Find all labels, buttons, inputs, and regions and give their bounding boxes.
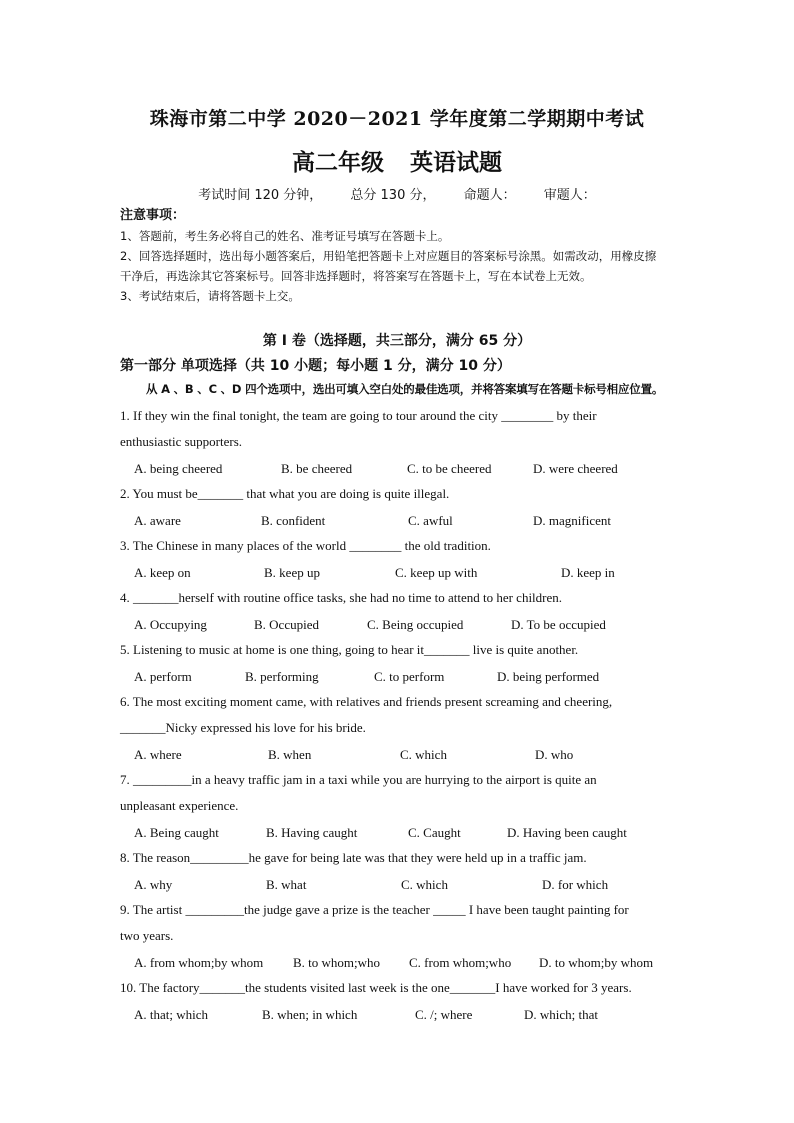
- option-a: A. being cheered: [134, 461, 223, 476]
- exam-total: 总分 130 分，: [350, 188, 436, 203]
- option-b: B. what: [266, 877, 307, 892]
- option-b: B. when: [268, 747, 312, 762]
- exam-title: 珠海市第二中学 2020－2021 学年度第二学期期中考试: [149, 108, 645, 130]
- question-text: 2. You must be_______ that what you are doing is quite illegal.: [120, 486, 450, 501]
- exam-time: 考试时间 120 分钟，: [198, 188, 323, 203]
- directions: 从 A 、B 、C 、D 四个选项中，选出可填入空白处的最佳选项，并将答案填写在答题卡标号相应位置。: [146, 382, 664, 396]
- option-d: D. which; that: [524, 1007, 599, 1022]
- option-b: B. keep up: [264, 565, 320, 580]
- question-text: 6. The most exciting moment came, with relatives and friends present screaming and cheering,: [120, 694, 613, 709]
- question-8: [120, 845, 680, 871]
- option-c: C. Caught: [408, 825, 461, 840]
- option-c: C. /; where: [415, 1007, 473, 1022]
- question-4: [120, 585, 680, 611]
- option-a: A. where: [134, 747, 182, 762]
- option-b: B. be cheered: [281, 461, 353, 476]
- question-text: 4. _______herself with routine office tasks, she had no time to attend to her children.: [120, 590, 563, 605]
- option-b: B. to whom;who: [293, 955, 381, 970]
- part-title: 第一部分 单项选择（共 10 小题；每小题 1 分，满分 10 分）: [120, 358, 511, 374]
- option-a: A. keep on: [134, 565, 191, 580]
- question-9: [120, 897, 680, 949]
- notice-heading: 注意事项：: [120, 208, 186, 223]
- question-text: 10. The factory_______the students visited last week is the one_______I have worked for 3 years.: [120, 980, 632, 995]
- notice-line: 3、考试结束后，请将答题卡上交。: [120, 289, 300, 303]
- question-text: 8. The reason_________he gave for being late was that they were held up in a traffic jam.: [120, 850, 587, 865]
- option-a: A. why: [134, 877, 173, 892]
- exam-info: [0, 184, 794, 203]
- option-c: C. which: [401, 877, 448, 892]
- option-a: A. perform: [134, 669, 192, 684]
- option-d: D. being performed: [497, 669, 600, 684]
- option-a: A. from whom;by whom: [134, 955, 264, 970]
- question-text: 3. The Chinese in many places of the world ________ the old tradition.: [120, 538, 491, 553]
- exam-reviewer: 审题人：: [543, 188, 596, 203]
- option-d: D. for which: [542, 877, 609, 892]
- question-text: two years.: [120, 928, 174, 943]
- question-text: 5. Listening to music at home is one thing, going to hear it_______ live is quite another.: [120, 642, 579, 657]
- option-d: D. were cheered: [533, 461, 618, 476]
- notice-line: 干净后，再选涂其它答案标号。回答非选择题时，将答案写在答题卡上，写在本试卷上无效。: [120, 269, 592, 283]
- notice-block: [120, 206, 690, 306]
- option-d: D. who: [535, 747, 574, 762]
- option-c: C. which: [400, 747, 447, 762]
- question-text: 9. The artist _________the judge gave a prize is the teacher _____ I have been taught painting for: [120, 902, 629, 917]
- exam-author: 命题人：: [463, 188, 516, 203]
- notice-line: 1、答题前，考生务必将自己的姓名、准考证号填写在答题卡上。: [120, 229, 450, 243]
- option-b: B. Having caught: [266, 825, 358, 840]
- option-d: D. magnificent: [533, 513, 611, 528]
- option-c: C. awful: [408, 513, 453, 528]
- question-1: [120, 403, 680, 455]
- subject-label: 英语试题: [410, 149, 502, 176]
- option-c: C. from whom;who: [409, 955, 512, 970]
- question-text: 7. _________in a heavy traffic jam in a taxi while you are hurrying to the airport is quite an: [120, 772, 597, 787]
- option-b: B. when; in which: [262, 1007, 358, 1022]
- question-text: unpleasant experience.: [120, 798, 239, 813]
- question-2: [120, 481, 680, 507]
- question-10: [120, 975, 680, 1001]
- question-text: enthusiastic supporters.: [120, 434, 243, 449]
- question-5: [120, 637, 680, 663]
- option-a: A. Being caught: [134, 825, 219, 840]
- option-d: D. Having been caught: [507, 825, 627, 840]
- question-3: [120, 533, 680, 559]
- option-d: D. To be occupied: [511, 617, 606, 632]
- option-c: C. keep up with: [395, 565, 478, 580]
- option-c: C. to be cheered: [407, 461, 492, 476]
- option-a: A. that; which: [134, 1007, 209, 1022]
- option-b: B. performing: [245, 669, 319, 684]
- option-c: C. Being occupied: [367, 617, 464, 632]
- grade-label: 高二年级: [292, 149, 384, 176]
- question-6: [120, 689, 680, 741]
- question-text: _______Nicky expressed his love for his bride.: [120, 720, 366, 735]
- notice-line: 2、回答选择题时，选出每小题答案后，用铅笔把答题卡上对应题目的答案标号涂黑。如需改动，用橡皮擦: [120, 249, 657, 263]
- option-b: B. Occupied: [254, 617, 319, 632]
- option-c: C. to perform: [374, 669, 445, 684]
- option-d: D. to whom;by whom: [539, 955, 654, 970]
- option-a: A. aware: [134, 513, 181, 528]
- option-a: A. Occupying: [134, 617, 207, 632]
- question-text: 1. If they win the final tonight, the team are going to tour around the city ________ by their: [120, 408, 597, 423]
- option-b: B. confident: [261, 513, 326, 528]
- question-7: [120, 767, 680, 819]
- section-title: 第 Ⅰ 卷（选择题，共三部分，满分 65 分）: [262, 333, 532, 349]
- exam-subtitle: [0, 144, 794, 177]
- option-d: D. keep in: [561, 565, 615, 580]
